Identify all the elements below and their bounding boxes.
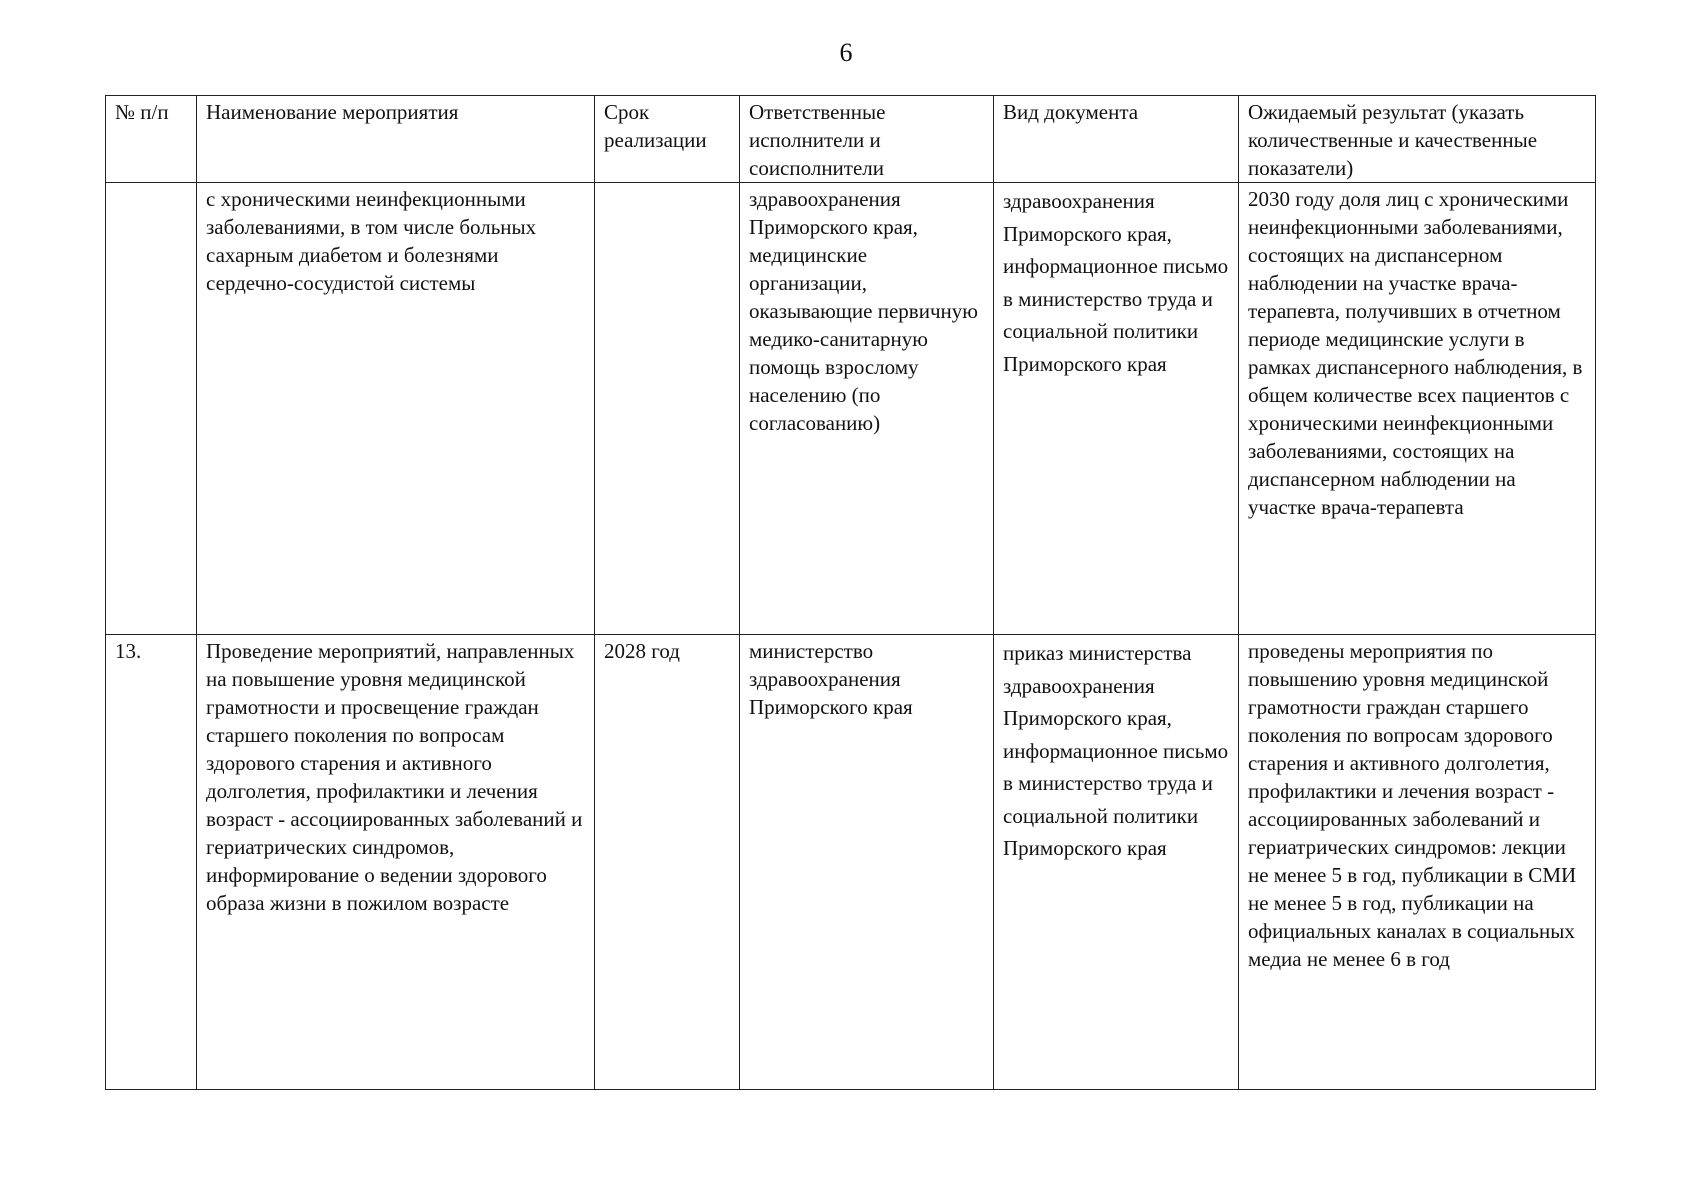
cell-name: Проведение мероприятий, направленных на повышение уровня медицинской грамотности и просвещение граждан старшего поколения по вопросам здорового старения и активного долголетия, профилактики и лечения возраст - ассоциированных заболеваний и гериатрических синдромов, информирование о ведении здорового образа жизни в пожилом возрасте (197, 635, 595, 1090)
cell-doc-type: здравоохранения Приморского края, информационное письмо в министерство труда и социальной политики Приморского края (994, 183, 1239, 635)
cell-term: 2028 год (595, 635, 740, 1090)
table-header-row (106, 96, 1596, 183)
activities-table (105, 95, 1596, 1090)
header-responsible: Ответственные исполнители и соисполнители (740, 96, 994, 183)
table-row (106, 183, 1596, 635)
header-num: № п/п (106, 96, 197, 183)
header-doc-type: Вид документа (994, 96, 1239, 183)
cell-responsible: министерство здравоохранения Приморского края (740, 635, 994, 1090)
table-row (106, 635, 1596, 1090)
header-term: Срок реализации (595, 96, 740, 183)
cell-num: 13. (106, 635, 197, 1090)
cell-result: проведены мероприятия по повышению уровня медицинской грамотности граждан старшего поколения по вопросам здорового старения и активного долголетия, профилактики и лечения возраст - ассоциированных заболеваний и гериатрических синдромов: лекции не менее 5 в год, публикации в СМИ не менее 5 в год, публикации на официальных каналах в социальных медиа не менее 6 в год (1239, 635, 1596, 1090)
cell-num (106, 183, 197, 635)
cell-doc-type: приказ министерства здравоохранения Приморского края, информационное письмо в министерство труда и социальной политики Приморского края (994, 635, 1239, 1090)
cell-result: 2030 году доля лиц с хроническими неинфекционными заболеваниями, состоящих на диспансерном наблюдении на участке врача-терапевта, получивших в отчетном периоде медицинские услуги в рамках диспансерного наблюдения, в общем количестве всех пациентов с хроническими неинфекционными заболеваниями, состоящих на диспансерном наблюдении на участке врача-терапевта (1239, 183, 1596, 635)
header-result: Ожидаемый результат (указать количественные и качественные показатели) (1239, 96, 1596, 183)
cell-name: с хроническими неинфекционными заболеваниями, в том числе больных сахарным диабетом и болезнями сердечно-сосудистой системы (197, 183, 595, 635)
header-name: Наименование мероприятия (197, 96, 595, 183)
cell-responsible: здравоохранения Приморского края, медицинские организации, оказывающие первичную медико-санитарную помощь взрослому населению (по согласованию) (740, 183, 994, 635)
page-number: 6 (839, 38, 853, 67)
cell-term (595, 183, 740, 635)
